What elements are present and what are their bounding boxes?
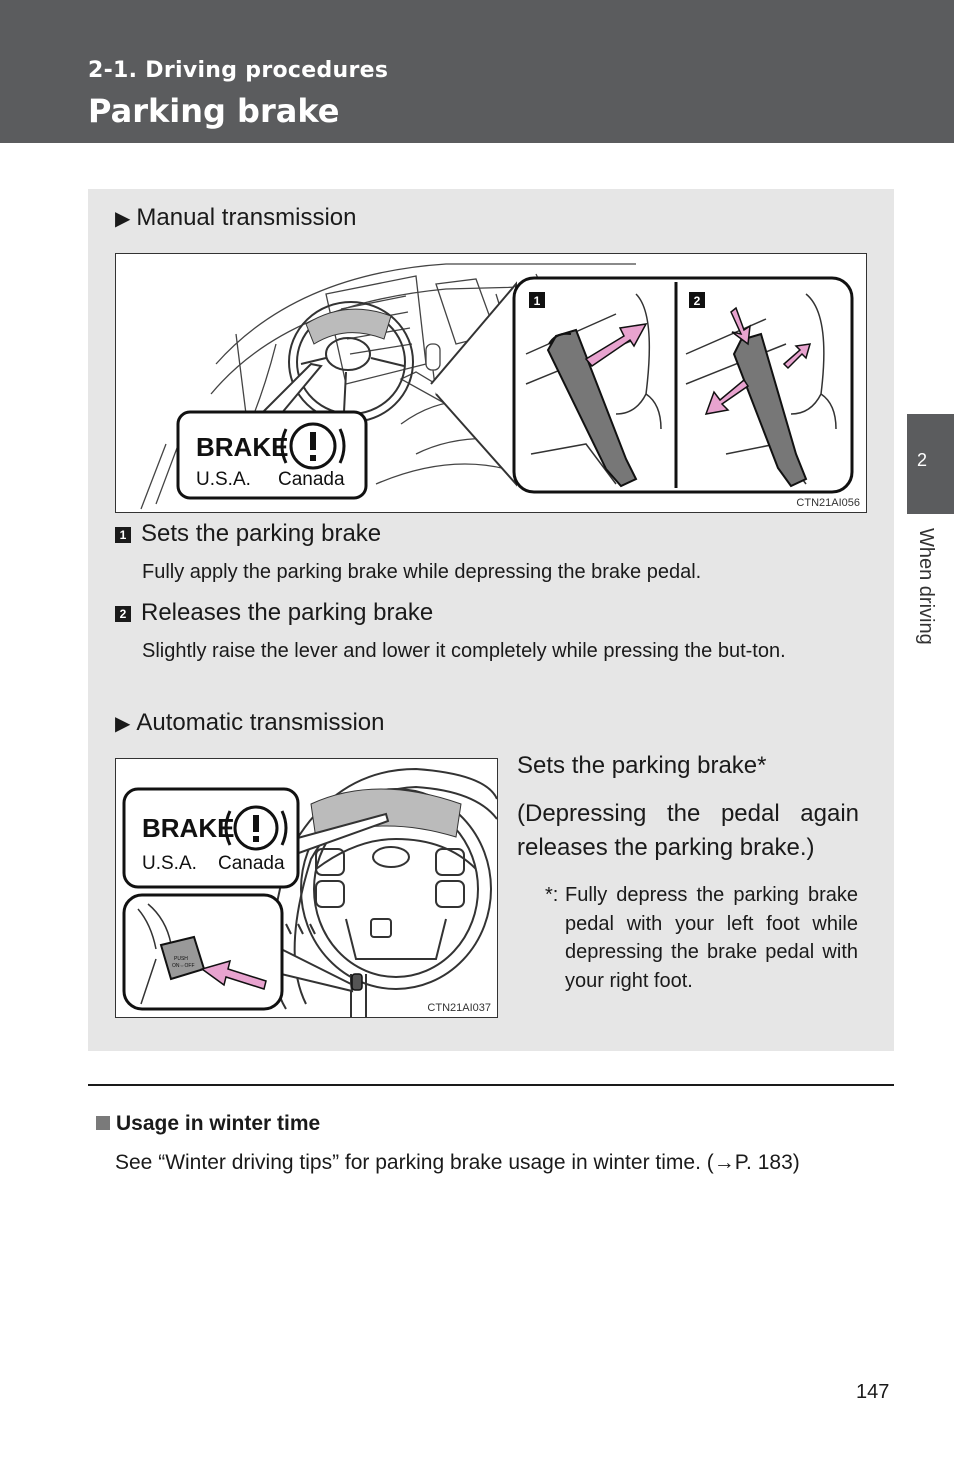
section-label: 2-1. Driving procedures [88,58,389,83]
footnote-body: Fully depress the parking brake pedal with your left foot while depressing the brake pedal with your right foot. [565,884,858,992]
winter-heading-text: Usage in winter time [116,1112,321,1135]
automatic-transmission-figure [115,758,498,1018]
page-header [0,0,954,143]
pedal-push-text: PUSH [174,956,188,962]
triangle-right-icon: ▶ [115,713,131,735]
chapter-tab[interactable] [907,414,954,514]
triangle-right-icon: ▶ [115,208,131,230]
manual-canada-label: Canada [278,469,345,490]
auto-brake-word: BRAKE [142,813,235,843]
automatic-heading-text: Automatic transmission [136,709,385,736]
step1-title [115,520,381,548]
winter-body: See “Winter driving tips” for parking brake usage in winter time. (→P. 183) [115,1151,800,1174]
automatic-heading [115,709,384,737]
auto-figure-code: CTN21AI037 [427,1002,491,1014]
chapter-label: When driving [915,528,937,645]
section-divider [88,1084,894,1086]
manual-transmission-figure [115,253,867,513]
manual-figure-illustration [116,254,866,512]
auto-sets-text: Sets the parking brake* [517,752,767,779]
square-bullet-icon [96,1116,110,1130]
step1-description: Fully apply the parking brake while depressing the brake pedal. [142,561,702,583]
manual-usa-label: U.S.A. [196,469,251,490]
step1-title-text: Sets the parking brake [141,520,382,547]
automatic-figure-illustration [116,759,497,1017]
pedal-onoff-text: ON⇔OFF [172,963,195,969]
step2-title [115,599,433,627]
footnote-mark: *: [545,884,559,906]
auto-usa-label: U.S.A. [142,853,197,874]
step2-badge: 2 [693,294,701,308]
page-number: 147 [856,1381,890,1403]
auto-footnote [545,881,859,1026]
auto-canada-label: Canada [218,853,285,874]
step2-number-badge: 2 [115,606,131,622]
manual-figure-code: CTN21AI056 [796,497,860,509]
manual-heading-text: Manual transmission [136,204,357,231]
step2-title-text: Releases the parking brake [141,599,434,626]
chapter-number: 2 [917,450,928,470]
step2-description: Slightly raise the lever and lower it completely while pressing the but-ton. [142,640,786,662]
page-title: Parking brake [88,92,340,130]
manual-heading [115,204,356,232]
step1-number-badge: 1 [115,527,131,543]
manual-brake-word: BRAKE [196,432,289,462]
auto-release-text: (Depressing the pedal again releases the parking brake.) [517,800,859,861]
winter-heading [96,1112,320,1136]
step1-badge: 1 [533,294,541,308]
